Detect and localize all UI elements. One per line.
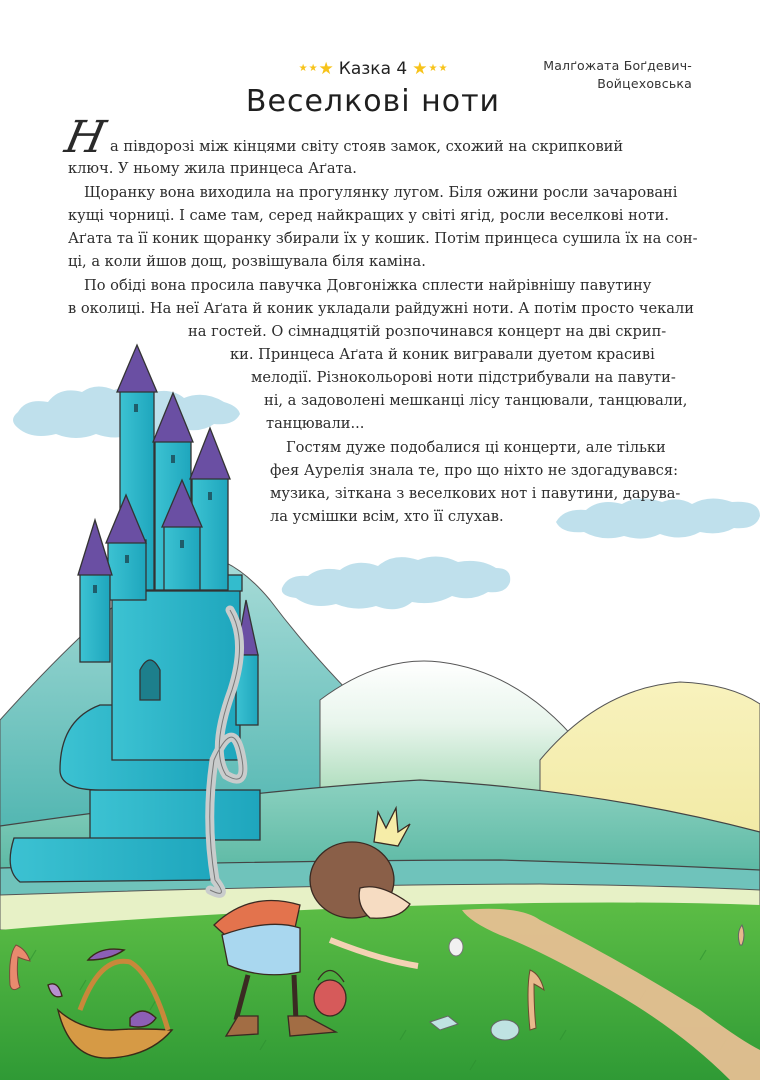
story-line: на гостей. О сімнадцятій розпочинався концерт на дві скрип- — [188, 323, 667, 340]
page-title — [0, 84, 760, 119]
story-line: Щоранку вона виходила на прогулянку лугом. Біля ожини росли зачаровані — [84, 184, 678, 201]
story-line: ки. Принцеса Аґата й коник вигравали дуетом красиві — [230, 346, 655, 363]
story-line: ла усмішки всім, хто її слухав. — [270, 508, 504, 525]
story-line: По обіді вона просила павучка Довгоніжка сплести найрівнішу павутину — [84, 277, 652, 294]
tale-number-label — [288, 56, 458, 82]
story-line: танцювали... — [266, 415, 365, 432]
story-line: кущі чорниці. І саме там, серед найкращих у світі ягід, росли веселкові ноти. — [68, 207, 670, 224]
story-line: мелодії. Різнокольорові ноти підстрибували на павути- — [251, 369, 676, 386]
story-line: фея Аурелія знала те, про що ніхто не здогадувався: — [270, 462, 678, 479]
title-text: Веселкові ноти — [245, 84, 501, 119]
drop-cap: Н — [60, 112, 110, 163]
stars-right-icon: ★ ★ ★ — [412, 58, 448, 79]
page-header — [0, 0, 760, 130]
author-line-2: Войцеховська — [597, 76, 692, 91]
story-line: в околиці. На неї Аґата й коник укладали райдужні ноти. А потім просто чекали — [68, 300, 694, 317]
author-line-1: Малґожата Боґдевич- — [543, 58, 692, 73]
story-line: ключ. У ньому жила принцеса Аґата. — [68, 160, 357, 177]
story-line: ці, а коли йшов дощ, розвішувала біля каміна. — [68, 253, 426, 270]
story-line: ні, а задоволені мешканці лісу танцювали, танцювали, — [264, 392, 688, 409]
stars-left-icon: ★ ★ ★ — [298, 58, 334, 79]
story-line: а півдорозі між кінцями світу стояв замок, схожий на скрипковий — [110, 138, 624, 155]
story-line: Гостям дуже подобалися ці концерти, але тільки — [286, 439, 666, 456]
story-line: Аґата та її коник щоранку збирали їх у кошик. Потім принцеса сушила їх на сон- — [68, 230, 698, 247]
tale-label-text: Казка 4 — [338, 59, 408, 79]
story-line: музика, зіткана з веселкових нот і павутини, дарува- — [270, 485, 681, 502]
